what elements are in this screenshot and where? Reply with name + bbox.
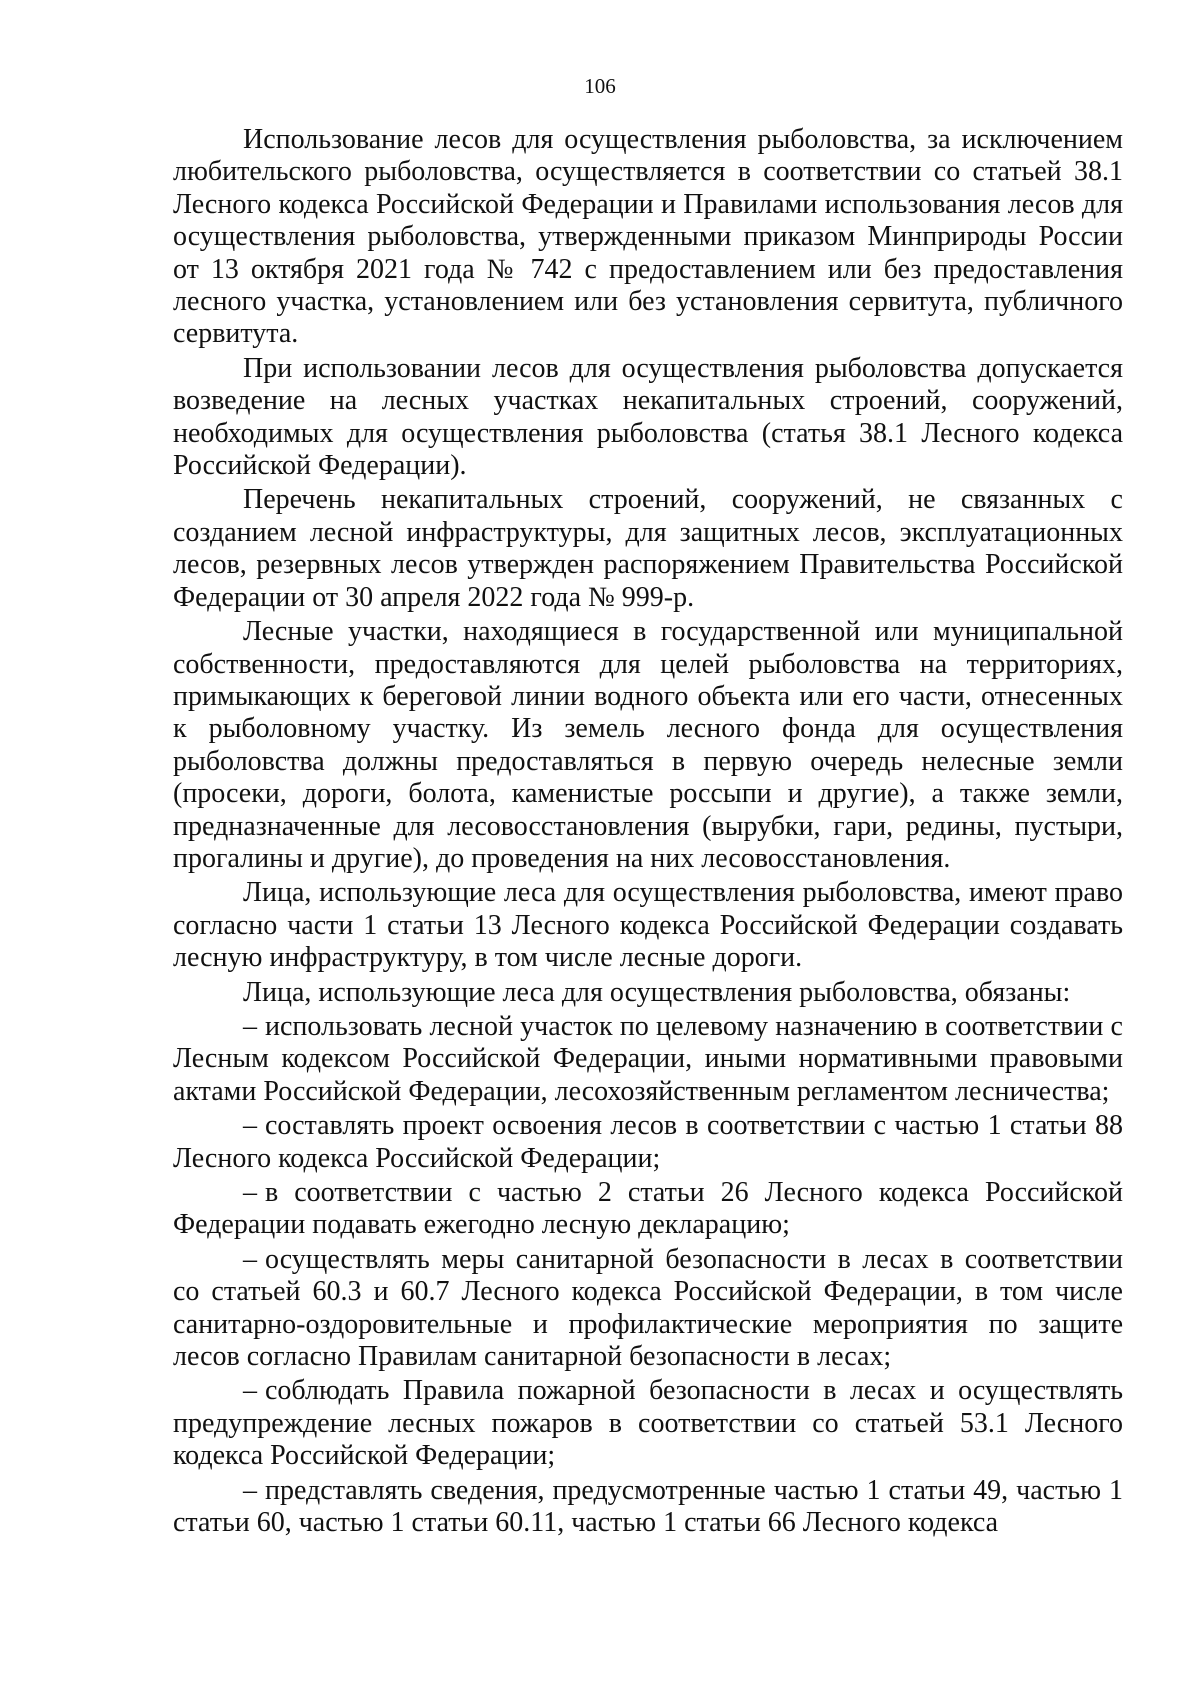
- list-item-text: в соответствии с частью 2 статьи 26 Лесного кодекса Российской Федерации подавать ежегодно лесную декларацию;: [173, 1177, 1123, 1241]
- list-dash: –: [243, 1243, 257, 1275]
- paragraph: Использование лесов для осуществления рыболовства, за исключением любительского рыболовства, осуществляется в соответствии со статьей 38.1 Лесного кодекса Российской Федерации и Правилами использования лесов для осуществления рыболовства, утвержденными приказом Минприроды России от 13 октября 2021 года № 742 с предоставлением или без предоставления лесного участка, установлением или без установления сервитута, публичного сервитута.: [173, 124, 1123, 350]
- list-item-text: соблюдать Правила пожарной безопасности в лесах и осуществлять предупреждение лесных пожаров в соответствии со статьей 53.1 Лесного кодекса Российской Федерации;: [173, 1375, 1123, 1472]
- list-dash: –: [243, 1010, 257, 1042]
- list-item: [173, 1475, 1123, 1540]
- paragraph: Лица, использующие леса для осуществления рыболовства, обязаны:: [243, 976, 1071, 1008]
- list-item-text: представлять сведения, предусмотренные частью 1 статьи 49, частью 1 статьи 60, частью 1 статьи 60.11, частью 1 статьи 66 Лесного кодекса: [173, 1474, 1123, 1539]
- list-dash: –: [243, 1110, 257, 1142]
- list-dash: –: [243, 1177, 257, 1208]
- paragraph: При использовании лесов для осуществления рыболовства допускается возведение на лесных участках некапитальных строений, сооружений, необходимых для осуществления рыболовства (статья 38.1 Лесного кодекса Российской Федерации).: [173, 352, 1123, 482]
- list-item-text: осуществлять меры санитарной безопасности в лесах в соответствии со статьей 60.3 и 60.7 Лесного кодекса Российской Федерации, в том числе санитарно-оздоровительные и профилактические мероприятия по защите лесов согласно Правилам санитарной безопасности в лесах;: [173, 1243, 1123, 1373]
- list-item: [173, 1011, 1123, 1108]
- list-item: [173, 1244, 1123, 1374]
- list-dash: –: [243, 1474, 257, 1506]
- paragraph: Лесные участки, находящиеся в государственной или муниципальной собственности, предоставляются для целей рыболовства на территориях, примыкающих к береговой линии водного объекта или его части, отнесенных к рыболовному участку. Из земель лесного фонда для осуществления рыболовства должны предоставляться в первую очередь нелесные земли (просеки, дороги, болота, каменистые россыпи и другие), а также земли, предназначенные для лесовосстановления (вырубки, гари, редины, пустыри, прогалины и другие), до проведения на них лесовосстановления.: [173, 616, 1123, 874]
- document-body: [173, 124, 1123, 1539]
- paragraph: Перечень некапитальных строений, сооружений, не связанных с созданием лесной инфраструктуры, для защитных лесов, эксплуатационных лесов, резервных лесов утвержден распоряжением Правительства Российской Федерации от 30 апреля 2022 года № 999-р.: [173, 484, 1123, 613]
- list-dash: –: [243, 1375, 257, 1407]
- page-number: 106: [584, 74, 616, 98]
- paragraph: Лица, использующие леса для осуществления рыболовства, имеют право согласно части 1 статьи 13 Лесного кодекса Российской Федерации создавать лесную инфраструктуру, в том числе лесные дороги.: [173, 877, 1123, 974]
- list-item: [173, 1110, 1123, 1175]
- list-item: [173, 1177, 1123, 1242]
- list-item-text: составлять проект освоения лесов в соответствии с частью 1 статьи 88 Лесного кодекса Российской Федерации;: [173, 1110, 1123, 1174]
- list-item-text: использовать лесной участок по целевому назначению в соответствии с Лесным кодексом Российской Федерации, иными нормативными правовыми актами Российской Федерации, лесохозяйственным регламентом лесничества;: [173, 1010, 1123, 1107]
- list-item: [173, 1375, 1123, 1472]
